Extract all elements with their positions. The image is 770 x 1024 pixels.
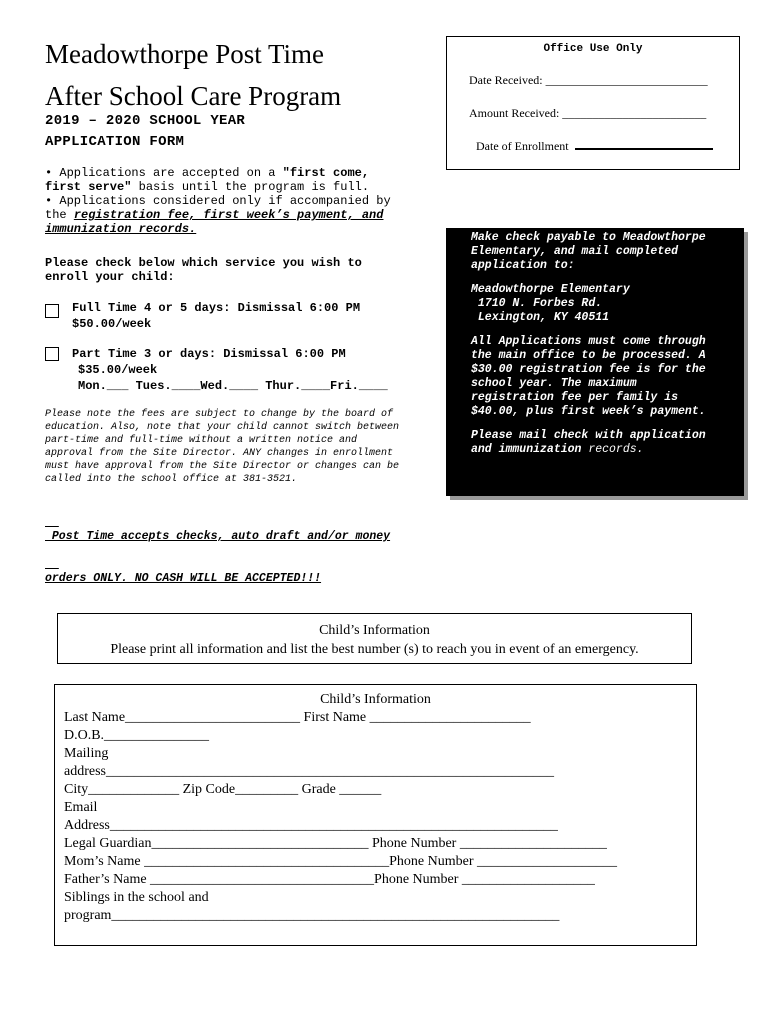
- part-time-label: Part Time 3 or days: Dismissal 6:00 PM: [72, 347, 346, 361]
- bullet1-bold: "first come,: [282, 166, 370, 180]
- child-info-header-box: [57, 613, 692, 664]
- city-zip-grade-field[interactable]: City_____________ Zip Code_________ Grade ______: [64, 782, 382, 797]
- full-time-checkbox[interactable]: [45, 304, 59, 318]
- father-name-field[interactable]: Father’s Name ________________________________Phone Number ___________________: [64, 872, 595, 887]
- mom-name-field[interactable]: Mom’s Name ___________________________________Phone Number ____________________: [64, 854, 617, 869]
- email-address-field[interactable]: Address________________________________________________________________: [64, 818, 558, 833]
- date-of-enrollment-text: Date of Enrollment: [476, 139, 569, 153]
- office-use-box: [446, 36, 740, 170]
- date-received-field[interactable]: Date Received: ___________________________: [469, 73, 708, 87]
- mailing-label: Mailing: [64, 746, 109, 761]
- part-time-option: [72, 346, 388, 394]
- bullet2-line1: • Applications considered only if accompanied by: [45, 194, 391, 208]
- amount-received-field[interactable]: Amount Received: ________________________: [469, 106, 707, 120]
- full-time-price: $50.00/week: [72, 317, 152, 331]
- bullet1-rest: basis until the program is full.: [131, 180, 370, 194]
- bullet2-the: the: [45, 208, 74, 222]
- child-info-header-title: Child’s Information: [319, 623, 430, 638]
- intro-bullets: [45, 166, 445, 236]
- fine-line: education. Also, note that your child cannot switch between: [45, 422, 400, 433]
- service-prompt-line1: Please check below which service you wish to: [45, 256, 362, 270]
- bullet1-bold-cont: first serve": [45, 180, 132, 194]
- program-title-line2: After School Care Program: [45, 81, 342, 111]
- last-first-name-field[interactable]: Last Name_________________________ First Name _______________________: [64, 710, 531, 725]
- payment-instructions-box: [446, 228, 744, 496]
- child-form-title: Child’s Information: [320, 692, 431, 707]
- legal-guardian-field[interactable]: Legal Guardian_______________________________ Phone Number _____________________: [64, 836, 607, 851]
- email-label: Email: [64, 800, 98, 815]
- payable-to-text: Make check payable to Meadowthorpe Elementary, and mail completed application to:: [471, 231, 706, 272]
- office-use-title: Office Use Only: [543, 43, 643, 55]
- mail-check-records: records.: [588, 443, 644, 456]
- fee-policy-note: [45, 408, 399, 486]
- siblings-label: Siblings in the school and: [64, 890, 209, 905]
- full-time-option: [72, 300, 360, 332]
- mailing-address-field[interactable]: address________________________________________________________________: [64, 764, 554, 779]
- date-of-enrollment-line[interactable]: [575, 148, 713, 150]
- fine-line: called into the school office at 381-3521.: [45, 474, 298, 485]
- payment-notice-line2: orders ONLY. NO CASH WILL BE ACCEPTED!!!: [45, 572, 322, 585]
- school-year: 2019 – 2020 SCHOOL YEAR: [45, 113, 246, 129]
- bullet2-requirements: registration fee, first week’s payment, and: [73, 208, 384, 222]
- bullet2-requirements-cont: immunization records.: [45, 222, 197, 236]
- payment-notice-line1: Post Time accepts checks, auto draft and/or money: [45, 530, 391, 543]
- mail-check-text: Please mail check with application and immunization: [471, 429, 706, 456]
- fine-line: must have approval from the Site Director or changes can be: [45, 461, 400, 472]
- fine-line: part-time and full-time without a written notice and: [45, 435, 358, 446]
- fine-line: Please note the fees are subject to change by the board of: [45, 409, 394, 420]
- processing-text: All Applications must come through the main office to be processed. A $30.00 registration fee is for the school year. The maximum registration fee per family is $40.00, plus first week’s payment.: [471, 335, 706, 418]
- dob-field[interactable]: D.O.B._______________: [64, 728, 210, 743]
- date-of-enrollment-label: [476, 139, 713, 154]
- program-title-line1: Meadowthorpe Post Time: [45, 39, 325, 69]
- form-title: APPLICATION FORM: [45, 134, 185, 150]
- siblings-program-field[interactable]: program________________________________________________________________: [64, 908, 560, 923]
- part-time-checkbox[interactable]: [45, 347, 59, 361]
- mailing-address-text: Meadowthorpe Elementary 1710 N. Forbes Rd. Lexington, KY 40511: [471, 283, 630, 324]
- part-time-price: $35.00/week: [78, 363, 158, 377]
- full-time-label: Full Time 4 or 5 days: Dismissal 6:00 PM: [72, 301, 361, 315]
- payment-notice: [45, 502, 390, 600]
- child-info-instruction: Please print all information and list the best number (s) to reach you in event of an emergency.: [110, 642, 639, 657]
- service-prompt: [45, 256, 362, 284]
- part-time-days[interactable]: Mon.___ Tues.____Wed.____ Thur.____Fri.____: [78, 379, 388, 393]
- bullet1-text: • Applications are accepted on a: [45, 166, 283, 180]
- fine-line: approval from the Site Director. ANY changes in enrollment: [45, 448, 394, 459]
- child-info-form: [54, 684, 697, 946]
- service-prompt-line2: enroll your child:: [45, 270, 175, 284]
